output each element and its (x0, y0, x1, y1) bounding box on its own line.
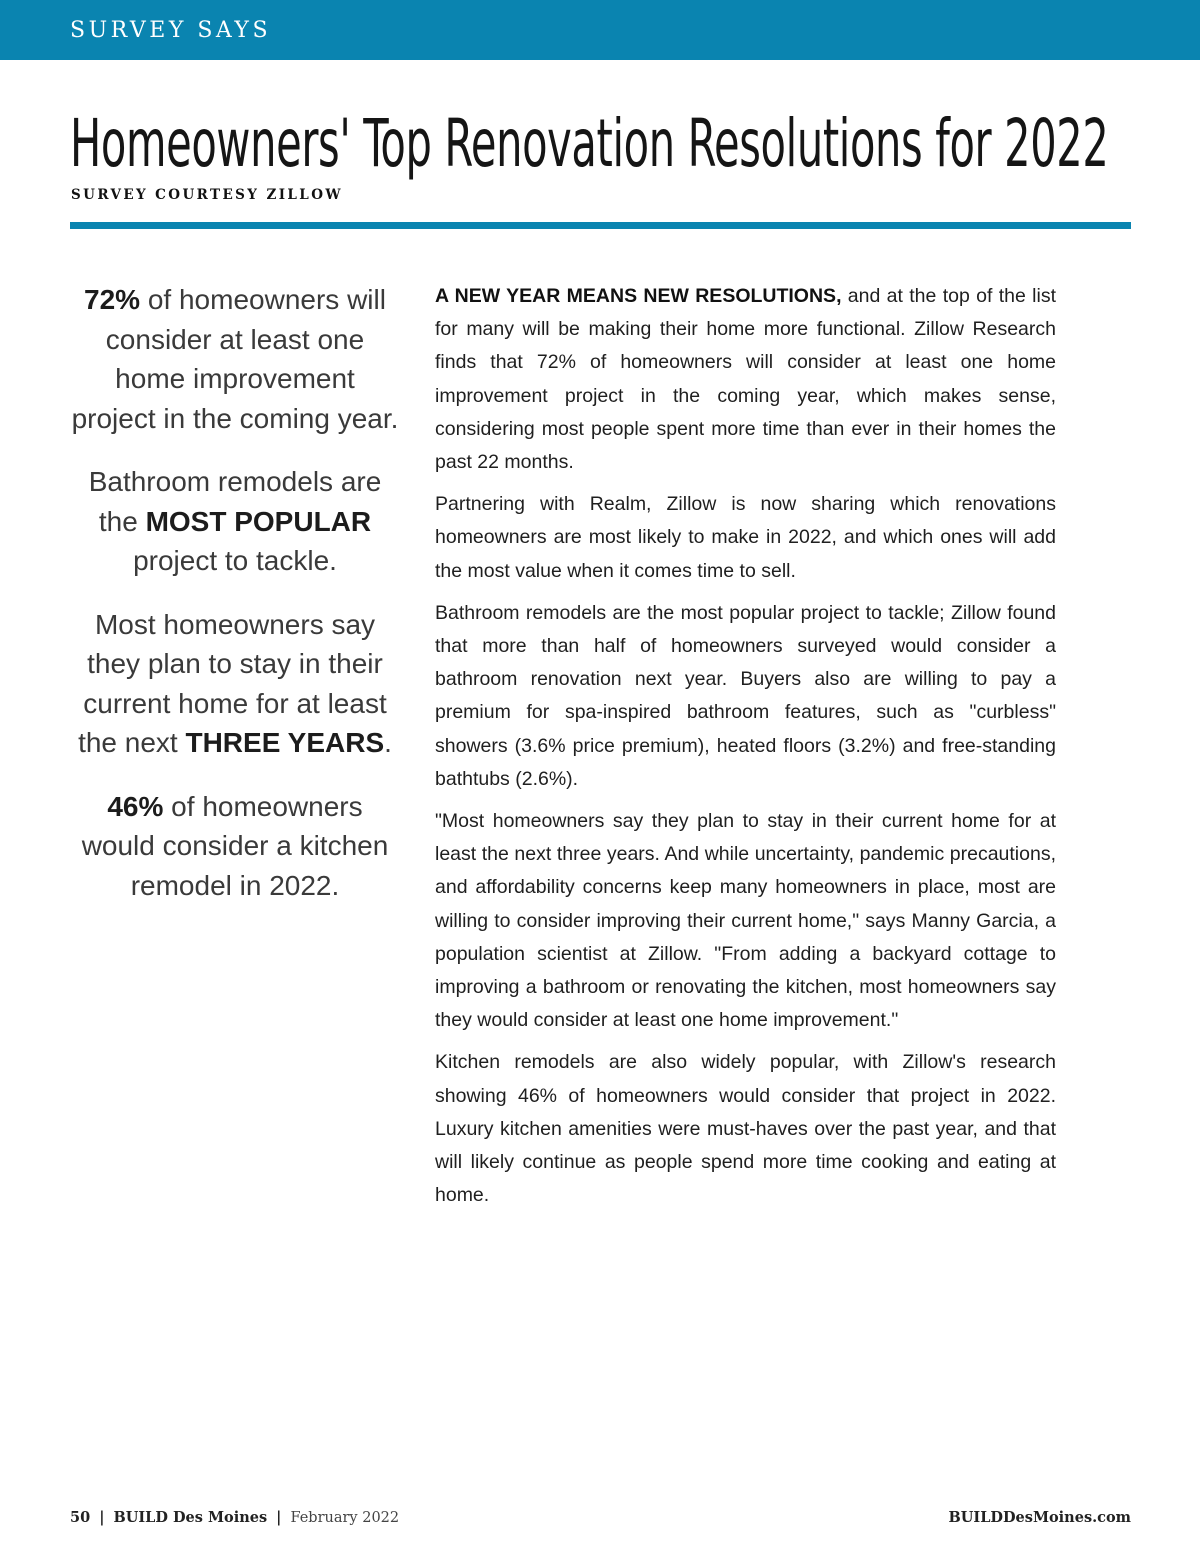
lead-in: A NEW YEAR MEANS NEW RESOLUTIONS, (435, 285, 842, 307)
byline: SURVEY COURTESY ZILLOW (71, 187, 343, 203)
stat-text: . (384, 727, 392, 758)
stat-three-years (70, 605, 400, 763)
stat-text: Most homeowners say they plan to stay in their current home for at least the next (78, 608, 387, 758)
page-footer (70, 1509, 1131, 1531)
stats-sidebar (70, 280, 400, 929)
article-paragraph-4: "Most homeowners say they plan to stay in their current home for at least the next three years. And while uncertainty, pandemic precautions, and affordability concerns keep many homeowners in place, most are willing to consider improving their current home," says Manny Garcia, a population scientist at Zillow. "From adding a backyard cottage to improving a bathroom or renovating the kitchen, most homeowners say they would consider at least one home improvement." (435, 810, 1056, 1032)
folio-separator: | (99, 1509, 105, 1526)
article-paragraph-5: Kitchen remodels are also widely popular, with Zillow's research showing 46% of homeowners would consider that project in 2022. Luxury kitchen amenities were must-haves over the past year, and that will likely continue as people spend more time cooking and eating at home. (435, 1051, 1056, 1207)
publication-name: BUILD Des Moines (113, 1509, 268, 1526)
stat-most-popular (70, 462, 400, 581)
stat-highlight: 72% (84, 284, 141, 315)
folio-separator: | (276, 1509, 282, 1526)
stat-text: of homeowners will consider at least one home improvement project in the coming year. (71, 284, 399, 434)
article-body (435, 280, 1056, 1221)
stat-72-percent (70, 280, 400, 438)
stat-highlight: MOST POPULAR (145, 505, 372, 537)
article-paragraph-1 (435, 280, 1056, 479)
page-title: Homeowners' Top Renovation Resolutions for 2022 (70, 105, 1109, 182)
article-paragraph-2: Partnering with Realm, Zillow is now sharing which renovations homeowners are most likely to make in 2022, and which ones will add the most value when it comes time to sell. (435, 493, 1056, 582)
stat-text: of homeowners would consider a kitchen remodel in 2022. (81, 790, 389, 901)
article-paragraph-3: Bathroom remodels are the most popular project to tackle; Zillow found that more than half of homeowners surveyed would consider a bathroom renovation next year. Buyers also are willing to pay a premium for spa-inspired bathroom features, such as "curbless" showers (3.6% price premium), heated floors (3.2%) and free-standing bathtubs (2.6%). (435, 601, 1056, 790)
stat-highlight: THREE YEARS (185, 727, 385, 758)
stat-highlight: 46% (107, 790, 164, 822)
stat-46-percent (70, 787, 400, 906)
page-number: 50 (70, 1509, 91, 1526)
paragraph-text: and at the top of the list for many will be making their home more functional. Zillow Research finds that 72% of homeowners will consider at least one home improvement project in the coming year, which makes sense, considering most people spent more time than ever in their homes the past 22 months. (435, 285, 1056, 474)
folio (70, 1509, 399, 1526)
issue-date: February 2022 (290, 1510, 400, 1526)
stat-text: project to tackle. (133, 545, 337, 576)
section-label: SURVEY SAYS (70, 18, 272, 43)
stat-text: Bathroom remodels are the (88, 466, 382, 537)
website-url: BUILDDesMoines.com (948, 1509, 1131, 1526)
header-divider (70, 222, 1131, 229)
